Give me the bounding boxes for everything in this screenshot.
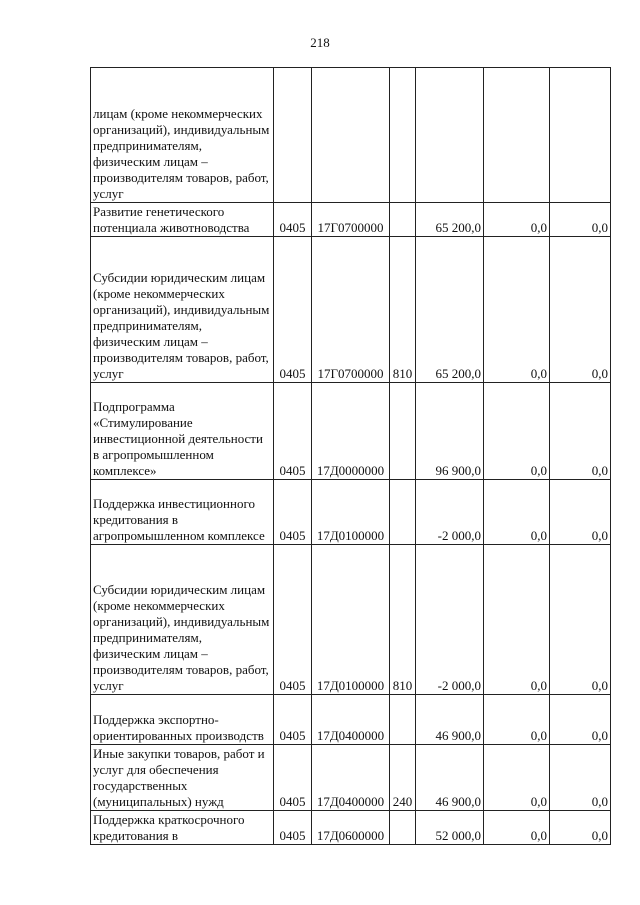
budget-table — [90, 67, 611, 845]
value-3-cell: 0,0 — [550, 695, 611, 745]
type-cell — [390, 695, 416, 745]
table-row — [91, 545, 611, 695]
value-3-cell: 0,0 — [550, 480, 611, 545]
value-2-cell: 0,0 — [484, 545, 550, 695]
value-2-cell: 0,0 — [484, 811, 550, 845]
target-cell: 17Д0400000 — [312, 695, 390, 745]
section-cell: 0405 — [274, 203, 312, 237]
target-cell: 17Г0700000 — [312, 203, 390, 237]
value-3-cell: 0,0 — [550, 811, 611, 845]
section-cell: 0405 — [274, 695, 312, 745]
table-row — [91, 745, 611, 811]
row-name-cell: Иные закупки товаров, работ и услуг для обеспечения государственных (муниципальных) нужд — [91, 745, 274, 811]
target-cell — [312, 68, 390, 203]
section-cell — [274, 68, 312, 203]
value-2-cell: 0,0 — [484, 695, 550, 745]
amount-cell: 65 200,0 — [416, 237, 484, 383]
value-2-cell: 0,0 — [484, 203, 550, 237]
value-2-cell: 0,0 — [484, 237, 550, 383]
type-cell — [390, 811, 416, 845]
table-row — [91, 480, 611, 545]
row-name-cell: лицам (кроме некоммерческих организаций), индивидуальным предпринимателям, физическим лицам – производителям товаров, работ, услуг — [91, 68, 274, 203]
target-cell: 17Г0700000 — [312, 237, 390, 383]
page-number: 218 — [310, 35, 330, 50]
table-row — [91, 811, 611, 845]
amount-cell: 65 200,0 — [416, 203, 484, 237]
target-cell: 17Д0400000 — [312, 745, 390, 811]
type-cell — [390, 68, 416, 203]
amount-cell: 52 000,0 — [416, 811, 484, 845]
type-cell: 240 — [390, 745, 416, 811]
section-cell: 0405 — [274, 811, 312, 845]
value-2-cell — [484, 68, 550, 203]
type-cell — [390, 383, 416, 480]
section-cell: 0405 — [274, 383, 312, 480]
row-name-cell: Субсидии юридическим лицам (кроме некоммерческих организаций), индивидуальным предпринимателям, физическим лицам – производителям товаров, работ, услуг — [91, 545, 274, 695]
type-cell — [390, 203, 416, 237]
row-name-cell: Субсидии юридическим лицам (кроме некоммерческих организаций), индивидуальным предпринимателям, физическим лицам – производителям товаров, работ, услуг — [91, 237, 274, 383]
section-cell: 0405 — [274, 745, 312, 811]
value-3-cell: 0,0 — [550, 383, 611, 480]
table-row — [91, 383, 611, 480]
table-row — [91, 203, 611, 237]
target-cell: 17Д0100000 — [312, 480, 390, 545]
value-2-cell: 0,0 — [484, 480, 550, 545]
table-row — [91, 695, 611, 745]
row-name-cell: Поддержка инвестиционного кредитования в агропромышленном комплексе — [91, 480, 274, 545]
target-cell: 17Д0100000 — [312, 545, 390, 695]
row-name-cell: Поддержка краткосрочного кредитования в — [91, 811, 274, 845]
value-3-cell: 0,0 — [550, 545, 611, 695]
amount-cell: 46 900,0 — [416, 695, 484, 745]
amount-cell: -2 000,0 — [416, 480, 484, 545]
row-name-cell: Подпрограмма «Стимулирование инвестиционной деятельности в агропромышленном комплексе» — [91, 383, 274, 480]
row-name-cell: Развитие генетического потенциала животноводства — [91, 203, 274, 237]
value-3-cell: 0,0 — [550, 203, 611, 237]
value-3-cell — [550, 68, 611, 203]
table-row — [91, 237, 611, 383]
value-2-cell: 0,0 — [484, 745, 550, 811]
type-cell — [390, 480, 416, 545]
section-cell: 0405 — [274, 480, 312, 545]
amount-cell: 96 900,0 — [416, 383, 484, 480]
row-name-cell: Поддержка экспортно-ориентированных производств — [91, 695, 274, 745]
value-3-cell: 0,0 — [550, 745, 611, 811]
target-cell: 17Д0600000 — [312, 811, 390, 845]
section-cell: 0405 — [274, 237, 312, 383]
amount-cell: 46 900,0 — [416, 745, 484, 811]
section-cell: 0405 — [274, 545, 312, 695]
type-cell: 810 — [390, 237, 416, 383]
amount-cell: -2 000,0 — [416, 545, 484, 695]
value-3-cell: 0,0 — [550, 237, 611, 383]
type-cell: 810 — [390, 545, 416, 695]
table-row — [91, 68, 611, 203]
value-2-cell: 0,0 — [484, 383, 550, 480]
amount-cell — [416, 68, 484, 203]
target-cell: 17Д0000000 — [312, 383, 390, 480]
